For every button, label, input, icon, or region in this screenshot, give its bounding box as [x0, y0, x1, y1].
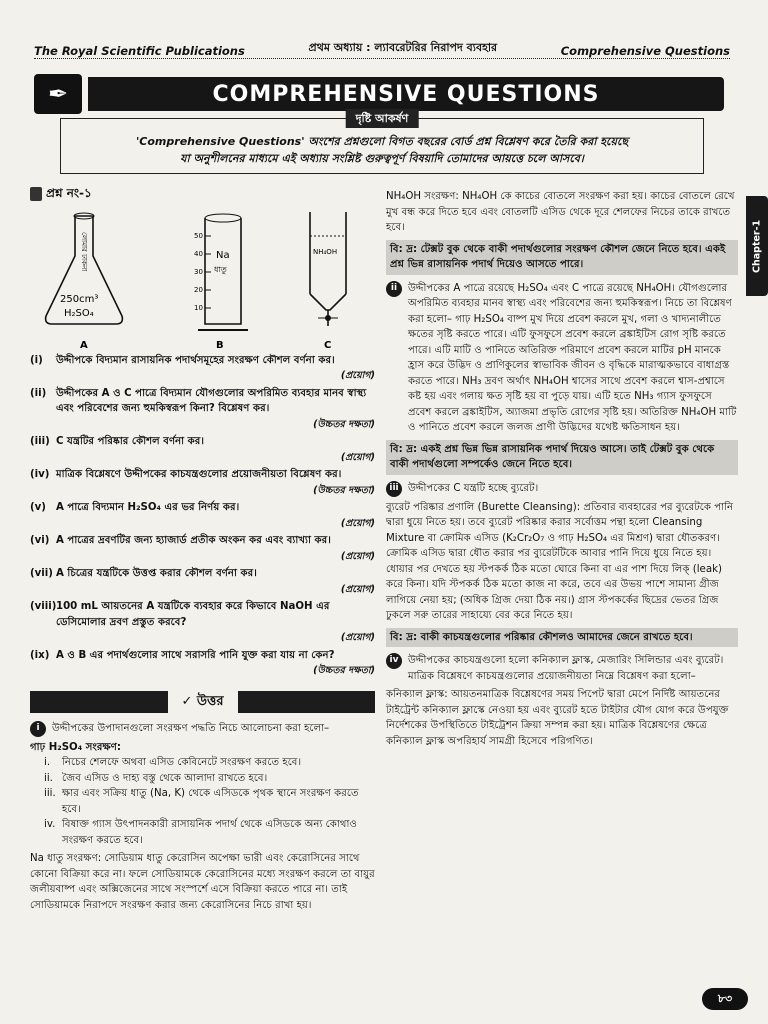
cylinder-chemical-2: ধাতু	[214, 264, 227, 274]
cylinder-chemical: Na	[216, 249, 230, 261]
answer-4-text: কনিক্যাল ফ্লাস্ক: আয়তনমাত্রিক বিশ্লেষণের সময় পিপেট দ্বারা মেপে নির্দিষ্ট আয়তনের টাইট্রেন্ট কনিক্যাল ফ্লাস্কে নেওয়া হয় এবং ব্যুরেট হতে টাইটার যৌগ যোগ করে উপযুক্ত নির্দেশকের উপস্থিতিতে টাইট্রেশন ক্রিয়া সম্পন্ন করা হয়। মাত্রিক বিশ্লেষণের ক্ষেত্রে কনিক্যাল ফ্লাস্ক অপরিহার্য সামগ্রী হিসেবে পরিগণিত।	[386, 689, 729, 747]
publisher: The Royal Scientific Publications	[34, 44, 245, 58]
section-title: Comprehensive Questions	[560, 44, 730, 58]
question-item-tag: (প্রয়োগ)	[340, 583, 375, 595]
question-icon	[30, 187, 42, 201]
chapter-title: প্রথম অধ্যায় : ল্যাবরেটরির নিরাপদ ব্যবহার	[308, 41, 498, 54]
list-item	[30, 755, 375, 771]
note-2: বি: দ্র: একই প্রশ্ন ভিন্ন ভিন্ন রাসায়নিক পদার্থ দিয়েও আসে। তাই টেক্সট বুক থেকে বাকী পদার্থগুলো সম্পর্কেও জেনে নিতে হবে।	[386, 440, 738, 475]
list-item	[30, 771, 375, 787]
answer-3-intro: উদ্দীপকের C যন্ত্রটি হচ্ছে ব্যুরেট।	[408, 482, 539, 494]
answer-1-list	[30, 755, 375, 848]
note-1: বি: দ্র: টেক্সট বুক থেকে বাকী পদার্থগুলোর সংরক্ষণ কৌশল জেনে নিতে হবে। একই প্রশ্ন ভিন্ন রাসায়নিক পদার্থ দিয়েও আসতে পারে।	[386, 240, 738, 275]
list-item	[30, 817, 375, 848]
label-b: B	[216, 339, 224, 351]
question-item-number: (ix)	[30, 649, 50, 661]
question-item	[30, 434, 375, 450]
question-item-number: (iii)	[30, 436, 50, 447]
answer-number-i: i	[30, 721, 46, 737]
question-item-text: A পাত্রের দ্রবণটির জন্য হ্যাজার্ড প্রতীক অংকন কর এবং ব্যাখ্যা কর।	[56, 535, 331, 546]
flask-side-label: লোমার ঢাকনা	[80, 231, 88, 271]
notice-line-1: 'Comprehensive Questions' অংশের প্রশ্নগুলো বিগত বছরের বোর্ড প্রশ্ন বিশ্লেষণ করে তৈরি করা হয়েছে	[135, 135, 629, 148]
question-item-tag: (উচ্চতর দক্ষতা)	[313, 665, 375, 676]
list-item-number: i.	[44, 757, 51, 768]
question-item-number: (v)	[30, 502, 46, 513]
label-a: A	[80, 339, 88, 351]
answer-1	[30, 721, 375, 737]
question-item-text: A ও B এর পদার্থগুলোর সাথে সরাসরি পানি যুক্ত করা যায় না কেন?	[56, 649, 335, 661]
list-item-text: ক্ষার এবং সক্রিয় ধাতু (Na, K) থেকে এসিডকে পৃথক স্থানে সংরক্ষণ করতে হবে।	[62, 788, 359, 815]
section-banner	[34, 76, 724, 112]
note-3: বি: দ্র: বাকী কাচযন্ত্রগুলোর পরিষ্কার কৌশলও আমাদের জেনে রাখতে হবে।	[386, 628, 738, 648]
question-item-tag: (প্রয়োগ)	[340, 517, 375, 529]
answer-3-text: ব্যুরেট পরিষ্কার প্রণালি (Burette Cleansing): প্রতিবার ব্যবহারের পর ব্যুরেটকে পানি দ্বারা ধুয়ে নিতে হয়। তবে ব্যুরেট পরিষ্কার করার সর্বোত্তম পন্থা হলো Cleansing Mixture বা ক্রোমিক এসিড (K₂Cr₂O₇ ও গাঢ় H₂SO₄ এর মিশ্রণ) দ্বারা ধৌতকরণ। ক্রোমিক এসিড দ্বারা ধৌত করার পর ব্যুরেটটিকে আবার পানি দিয়ে ধুয়ে নিতে হয়। ধোয়ার পর দেখতে হয় স্টপকর্ক ঠিক মতো ঘোরে কিনা বা এর পাশ দিয়ে লিক্ (leak) করে কিনা। যদি স্টপকর্ক ঠিক মতো কাজ না করে, তবে এর উভয় পাশে সামান্য গ্রীজ লাগিয়ে নেয়া হয়; (অধিক গ্রিজ দেয়া ঠিক নয়।) গ্রাস স্টপকর্কের ছিদ্রের ভেতর গ্রিজ ঢুকলে সরু তারের সাহায্যে বের করে নিতে হয়।	[386, 501, 734, 621]
question-item-text: মাত্রিক বিশ্লেষণে উদ্দীপকের কাচযন্ত্রগুলোর প্রয়োজনীয়তা বিশ্লেষণ কর।	[56, 469, 342, 480]
question-item-text: C যন্ত্রটির পরিষ্কার কৌশল বর্ণনা কর।	[56, 436, 205, 447]
answer-number-iv: iv	[386, 653, 402, 669]
answer-2-text: উদ্দীপকের A পাত্রে রয়েছে H₂SO₄ এবং C পাত্রে রয়েছে NH₄OH। যৌগগুলোর অপরিমিত ব্যবহার মানব স্বাস্থ্য এবং পরিবেশের জন্য হুমকিস্বরূপ। নিচে তা বিশ্লেষণ করা হলো– গাঢ় H₂SO₄ বাষ্প মুখ দিয়ে প্রবেশ করলে মুখ, গলা ও খাদ্যনালীতে ক্ষতের সৃষ্টি করতে পারে। এটি ফুসফুসে প্রবেশ করলে ব্রঙ্কাইটিস রোগ সৃষ্টি করতে পারে। এটি মাটি ও পানিতে অতিরিক্ত পরিমাণে প্রবেশ করলে মাটির pH মানকে হ্রাস করে উদ্ভিদ ও প্রাণিকুলের স্বাভাবিক জীবন ও বৃদ্ধিকে মারাত্মকভাবে বাধাগ্রস্ত করতে পারে। NH₃ দ্রবণ অর্থাৎ NH₄OH শ্বাসের সাথে প্রবেশ করলে শ্বাস-প্রশ্বাসে কষ্ট হয় এবং গলায় ক্ষত সৃষ্টি হয় বা পুড়ে যায়। এটি হতে NH₃ গ্যাস ফুসফুসে প্রবেশ করলে ব্রঙ্কাইটিস, অ্যাজমা প্রভৃতি রোগের সৃষ্টি হয়। অতিরিক্ত NH₄OH মাটি ও পানিতে প্রবেশ করলে জলজ প্রাণী উদ্ভিদের যথেষ্ট ক্ষতিসাধন হয়।	[408, 282, 737, 433]
tick-label-5: 10	[194, 303, 203, 312]
notice-box	[60, 112, 704, 174]
list-item-text: বিষাক্ত গ্যাস উৎপাদনকারী রাসায়নিক পদার্থ থেকে এসিডকে অন্য কোথাও সংরক্ষণ করতে হবে।	[62, 819, 357, 846]
question-item-text: উদ্দীপকের A ও C পাত্রে বিদ্যমান যৌগগুলোর অপরিমিত ব্যবহার মানব স্বাস্থ্য এবং পরিবেশের জন্য হুমকিস্বরূপ কিনা? বিশ্লেষণ কর।	[56, 387, 367, 414]
tick-label-2: 40	[194, 249, 203, 258]
list-item-text: নিচের শেলফে অথবা এসিড কেবিনেটে সংরক্ষণ করতে হবে।	[62, 757, 302, 768]
question-item-tag: (উচ্চতর দক্ষতা)	[313, 484, 375, 496]
answer-number-iii: iii	[386, 481, 402, 497]
list-item	[30, 786, 375, 817]
list-item-number: iii.	[44, 788, 56, 799]
page-number: ৮৩	[702, 988, 748, 1010]
left-column	[30, 186, 375, 913]
tick-label-3: 30	[194, 267, 203, 276]
question-item-number: (viii)	[30, 601, 57, 612]
flask-chemical: H₂SO₄	[64, 307, 94, 319]
question-item-text: 100 mL আয়তনের A যন্ত্রটিকে ব্যবহার করে কিভাবে NaOH এর ডেসিমোলার দ্রবণ প্রস্তুত করবে?	[56, 601, 330, 628]
notice-line-2: যা অনুশীলনের মাধ্যমে এই অধ্যায় সংশ্লিষ্ট গুরুত্বপূর্ণ বিষয়াদি তোমাদের আয়ত্তে চলে আসবে।	[180, 152, 584, 165]
answer-2	[386, 281, 738, 436]
answer-label: ✓ উত্তর	[168, 691, 238, 713]
answer-1-heading: গাঢ় H₂SO₄ সংরক্ষণ:	[30, 741, 121, 753]
tick-label-4: 20	[194, 285, 203, 294]
apparatus-figure	[30, 206, 375, 351]
question-item	[30, 500, 375, 516]
question-item	[30, 467, 375, 483]
tick-label-1: 50	[194, 231, 203, 240]
right-column	[386, 186, 738, 749]
question-item	[30, 566, 375, 582]
answer-bar	[30, 691, 375, 713]
question-item	[30, 533, 375, 549]
answer-4	[386, 653, 738, 684]
question-item-tag: (প্রয়োগ)	[340, 451, 375, 463]
nh4oh-storage: NH₄OH সংরক্ষণ: NH₄OH কে কাচের বোতলে সংরক্ষণ করা হয়। কাচের বোতলে রেখে মুখ বন্ধ করে দিতে হবে এবং বোতলটি এসিড থেকে দূরে শেলফের নিচের তাকে রাখতে হবে।	[386, 191, 735, 233]
list-item-number: ii.	[44, 772, 53, 784]
notice-label: দৃষ্টি আকর্ষণ	[346, 109, 419, 128]
question-item-tag: (প্রয়োগ)	[340, 632, 375, 643]
question-item-number: (vii)	[30, 568, 53, 579]
question-item	[30, 599, 375, 630]
list-item-number: iv.	[44, 819, 56, 830]
answer-3	[386, 481, 738, 497]
running-header	[34, 38, 730, 59]
question-item-tag: (উচ্চতর দক্ষতা)	[313, 418, 375, 430]
question-title	[30, 186, 375, 202]
banner-title: COMPREHENSIVE QUESTIONS	[88, 77, 724, 111]
question-list	[30, 353, 375, 679]
answer-1-na: Na ধাতু সংরক্ষণ: সোডিয়াম ধাতু কেরোসিন অপেক্ষা ভারী এবং কেরোসিনের সাথে কোনো বিক্রিয়া করে না। ফলে সোডিয়ামকে কেরোসিনের মধ্যে সংরক্ষণ করলে তা বায়ুর জলীয়বাষ্প এবং অক্সিজেনের সাথে সংস্পর্শে এসে বিক্রিয়া করতে পারে না। তাই সোডিয়ামকে নিরাপদে সংরক্ষণ করার জন্য কেরোসিনের নিচে রাখা হয়।	[30, 853, 375, 911]
burette-chemical: NH₄OH	[313, 247, 338, 256]
answer-4-intro: উদ্দীপকের কাচযন্ত্রগুলো হলো কনিক্যাল ফ্লাস্ক, মেজারিং সিলিন্ডার এবং ব্যুরেট। মাত্রিক বিশ্লেষণে কাচযন্ত্রগুলোর প্রয়োজনীয়তা নিম্নে বিশ্লেষণ করা হলো–	[408, 655, 724, 682]
pen-nib-icon: ✒	[34, 74, 82, 114]
question-item-tag: (প্রয়োগ)	[340, 550, 375, 562]
chapter-side-tab: Chapter-1	[746, 196, 768, 296]
label-c: C	[324, 339, 332, 351]
question-item	[30, 353, 375, 369]
question-item	[30, 386, 375, 417]
question-item-number: (iv)	[30, 469, 50, 480]
answer-number-ii: ii	[386, 281, 402, 297]
flask-volume: 250cm³	[60, 293, 99, 305]
question-item-number: (ii)	[30, 387, 47, 399]
answer-1-intro: উদ্দীপকের উপাদানগুলো সংরক্ষণ পদ্ধতি নিচে আলোচনা করা হলো–	[52, 722, 330, 734]
question-item-tag: (প্রয়োগ)	[340, 370, 375, 381]
question-item	[30, 648, 375, 664]
question-item-text: উদ্দীপকে বিদ্যমান রাসায়নিক পদার্থসমূহের সংরক্ষণ কৌশল বর্ণনা কর।	[56, 354, 335, 366]
question-item-number: (i)	[30, 354, 43, 366]
list-item-text: জৈব এসিড ও দাহ্য বস্তু থেকে আলাদা রাখতে হবে।	[62, 772, 268, 784]
apparatus-svg	[30, 206, 360, 351]
question-item-text: A পাত্রে বিদ্যমান H₂SO₄ এর ভর নির্ণয় কর।	[56, 502, 240, 513]
question-title-text: প্রশ্ন নং-১	[46, 186, 92, 200]
question-item-text: A চিত্রের যন্ত্রটিকে উত্তপ্ত করার কৌশল বর্ণনা কর।	[56, 568, 257, 579]
question-item-number: (vi)	[30, 535, 50, 546]
